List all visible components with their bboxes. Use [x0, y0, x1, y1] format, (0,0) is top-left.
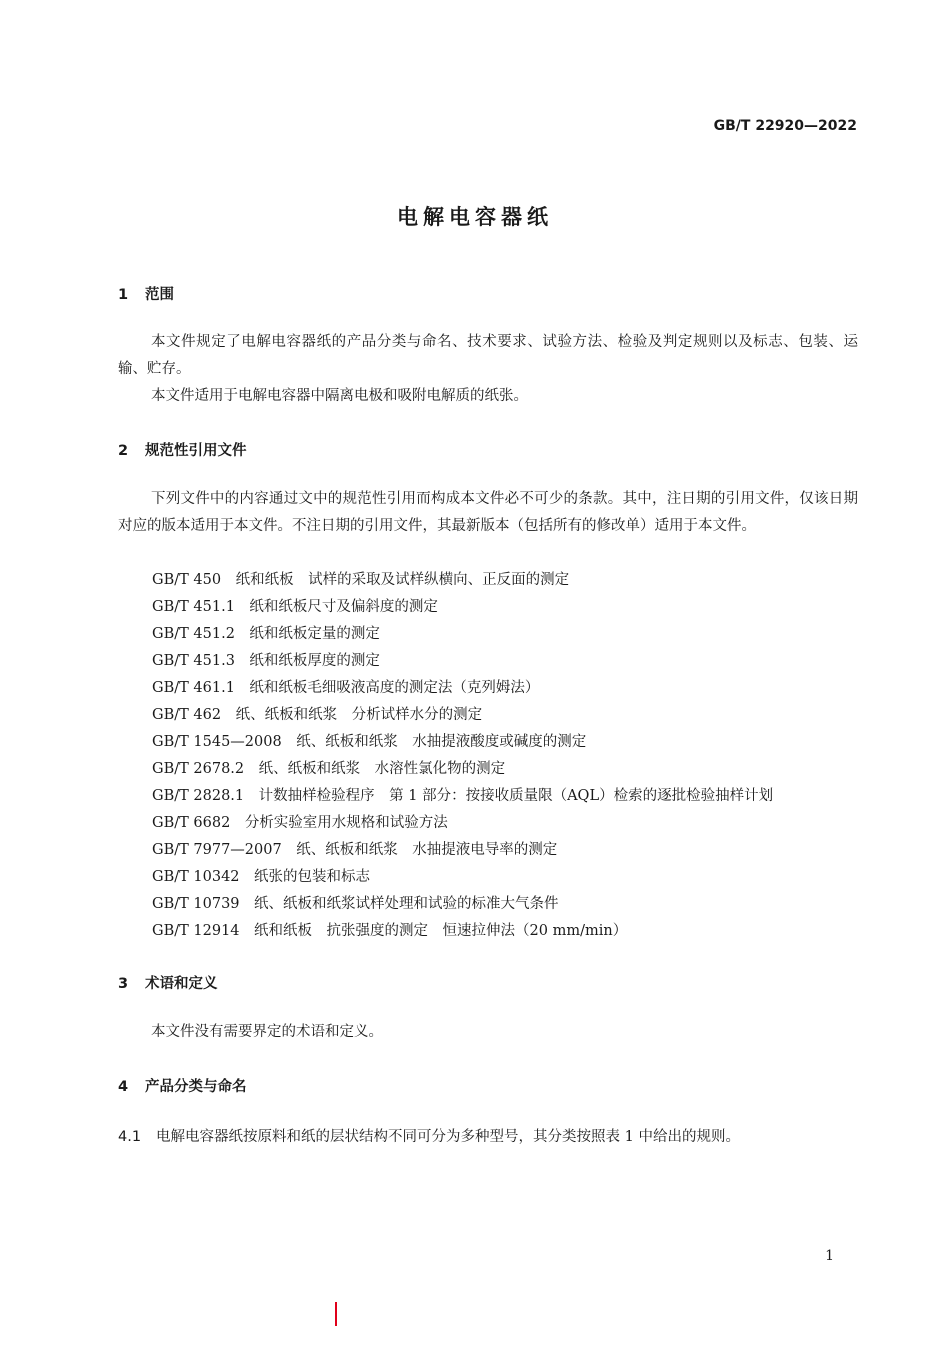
section-number: 2 — [118, 443, 129, 459]
section-number: 3 — [118, 976, 129, 992]
reference-title: 纸、纸板和纸浆 水抽提液电导率的测定 — [296, 842, 558, 858]
reference-code: GB/T 450 — [152, 572, 222, 588]
section-title: 规范性引用文件 — [145, 443, 247, 459]
reference-title: 纸、纸板和纸浆 水抽提液酸度或碱度的测定 — [296, 734, 587, 750]
reference-code: GB/T 462 — [152, 707, 222, 723]
section-2-heading — [118, 439, 247, 460]
reference-title: 纸、纸板和纸浆 水溶性氯化物的测定 — [258, 761, 506, 777]
reference-item — [152, 729, 773, 756]
reference-item — [152, 864, 773, 891]
reference-title: 纸、纸板和纸浆试样处理和试验的标准大气条件 — [254, 896, 559, 912]
document-title: 电解电容器纸 — [397, 205, 553, 229]
reference-code: GB/T 10739 — [152, 896, 240, 912]
page-number: 1 — [825, 1248, 834, 1264]
section-3-paragraph-1: 本文件没有需要界定的术语和定义。 — [151, 1024, 383, 1040]
reference-item — [152, 594, 773, 621]
section-1-heading — [118, 283, 174, 304]
reference-code: GB/T 7977—2007 — [152, 842, 282, 858]
reference-code: GB/T 6682 — [152, 815, 231, 831]
reference-title: 纸和纸板毛细吸液高度的测定法（克列姆法） — [249, 680, 540, 696]
standard-code: GB/T 22920—2022 — [713, 118, 857, 134]
section-title: 范围 — [145, 287, 174, 303]
reference-title: 分析实验室用水规格和试验方法 — [244, 815, 448, 831]
reference-code: GB/T 2678.2 — [152, 761, 245, 777]
reference-title: 计数抽样检验程序 第 1 部分：按接收质量限（AQL）检索的逐批检验抽样计划 — [258, 788, 774, 804]
reference-code: GB/T 2828.1 — [152, 788, 245, 804]
clause-number: 4.1 — [118, 1129, 142, 1145]
reference-title: 纸和纸板尺寸及偏斜度的测定 — [249, 599, 438, 615]
section-3-heading — [118, 972, 218, 993]
reference-code: GB/T 10342 — [152, 869, 240, 885]
section-number: 4 — [118, 1079, 129, 1095]
section-number: 1 — [118, 287, 129, 303]
section-title: 产品分类与命名 — [145, 1079, 247, 1095]
reference-code: GB/T 461.1 — [152, 680, 235, 696]
section-2-paragraph-1: 下列文件中的内容通过文中的规范性引用而构成本文件必不可少的条款。其中，注日期的引用文件，仅该日期对应的版本适用于本文件。不注日期的引用文件，其最新版本（包括所有的修改单）适用于本文件。 — [118, 491, 858, 534]
reference-item — [152, 783, 773, 810]
reference-code: GB/T 451.2 — [152, 626, 235, 642]
reference-code: GB/T 1545—2008 — [152, 734, 282, 750]
reference-title: 纸和纸板 抗张强度的测定 恒速拉伸法（20 mm/min） — [254, 923, 628, 939]
reference-code: GB/T 451.3 — [152, 653, 235, 669]
reference-item — [152, 837, 773, 864]
reference-title: 纸和纸板定量的测定 — [249, 626, 380, 642]
section-title: 术语和定义 — [145, 976, 218, 992]
clause-text: 电解电容器纸按原料和纸的层状结构不同可分为多种型号，其分类按照表 1 中给出的规则。 — [156, 1129, 740, 1145]
section-1-paragraph-2: 本文件适用于电解电容器中隔离电极和吸附电解质的纸张。 — [151, 388, 528, 404]
reference-item — [152, 567, 773, 594]
reference-item — [152, 702, 773, 729]
clause-4-1 — [118, 1125, 740, 1146]
reference-item — [152, 891, 773, 918]
section-1-paragraph-1: 本文件规定了电解电容器纸的产品分类与命名、技术要求、试验方法、检验及判定规则以及标志、包装、运输、贮存。 — [118, 334, 858, 377]
reference-item — [152, 918, 773, 945]
reference-item — [152, 756, 773, 783]
red-mark — [335, 1302, 337, 1326]
reference-title: 纸张的包装和标志 — [254, 869, 371, 885]
reference-item — [152, 675, 773, 702]
reference-code: GB/T 12914 — [152, 923, 240, 939]
reference-code: GB/T 451.1 — [152, 599, 235, 615]
reference-item — [152, 648, 773, 675]
section-4-heading — [118, 1075, 247, 1096]
reference-title: 纸和纸板厚度的测定 — [249, 653, 380, 669]
reference-item — [152, 621, 773, 648]
normative-reference-list — [152, 567, 773, 945]
reference-title: 纸、纸板和纸浆 分析试样水分的测定 — [235, 707, 483, 723]
reference-title: 纸和纸板 试样的采取及试样纵横向、正反面的测定 — [235, 572, 570, 588]
reference-item — [152, 810, 773, 837]
